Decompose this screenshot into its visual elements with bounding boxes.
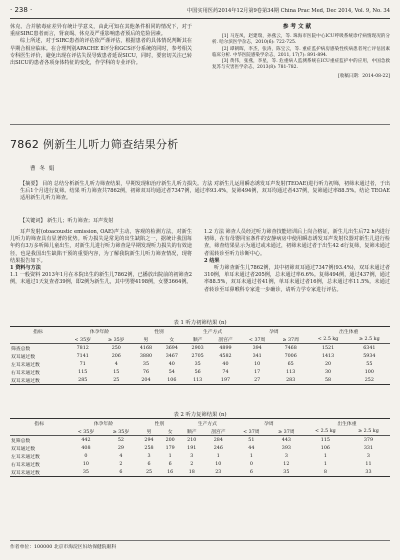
table-cell: 17 <box>254 369 261 375</box>
table-cell: 44 <box>248 445 255 451</box>
table-cell: 113 <box>185 376 211 385</box>
table-cell: 51 <box>248 437 255 443</box>
table-subheader-cell: < 2.5 kg <box>304 427 347 436</box>
table-cell: 56 <box>194 369 201 375</box>
table-row-label: 左耳未通过数 <box>11 454 40 460</box>
table-cell: 5934 <box>363 353 376 359</box>
table-cell: 4582 <box>219 353 232 359</box>
reference-item: [3] 黄伟，张燕，李星，等. 危重病人监测系统在ICU重症监护中的应用，中国急救复苏与灾害医学杂志，2013(8): 781-782. <box>212 59 390 71</box>
references-block <box>204 24 390 81</box>
reference-item: [1] 马连凤，赵建瑞，孙燕云，等. 珠海市医院中心ICU呼吸系统诊疗病情现况的分析. 哈尔滨医学杂志，2010(6): 722-725. <box>212 34 390 46</box>
table-cell: 6 <box>147 461 151 467</box>
table-cell: 6 <box>103 468 138 477</box>
table-cell: 1 <box>249 453 253 459</box>
table-subheader-row <box>10 335 390 344</box>
table-cell: 2 <box>119 461 123 467</box>
table-cell: 2903 <box>191 345 204 351</box>
table-row <box>10 452 390 460</box>
table-cell: 408 <box>81 445 91 451</box>
table-cell: 341 <box>252 353 262 359</box>
table-cell: 1413 <box>321 353 335 359</box>
table-cell: 4899 <box>219 345 232 351</box>
table-cell: 294 <box>144 437 154 443</box>
table-group-header: 出生体重 <box>307 327 390 336</box>
table-cell: 331 <box>363 445 374 451</box>
table-cell: 210 <box>187 437 197 443</box>
table-cell: 1521 <box>321 345 335 351</box>
table-row <box>10 368 390 376</box>
table-cell: 284 <box>213 437 223 443</box>
table-cell: 7006 <box>284 353 297 359</box>
page-number: · 238 · <box>10 6 33 14</box>
running-header <box>10 4 390 19</box>
table-cell: 35 <box>269 468 304 477</box>
article-title: 7862 例新生儿听力筛查结果分析 <box>10 138 179 151</box>
table-cell: 10 <box>82 461 89 467</box>
table-cell: 35 <box>142 361 149 367</box>
table-cell: 35 <box>68 468 103 477</box>
table-row <box>10 444 390 452</box>
table-group-header: 性别 <box>138 419 180 428</box>
table-cell: 65 <box>287 361 294 367</box>
table-cell: 74 <box>222 369 229 375</box>
table-subheader-cell: ≥ 35岁 <box>103 427 138 436</box>
table-cell: 27 <box>240 376 274 385</box>
table-header-cell: 指标 <box>10 419 68 428</box>
table-row <box>10 460 390 468</box>
table-row-label: 双耳通过数 <box>11 354 35 360</box>
table-cell: 2705 <box>191 353 204 359</box>
section-heading: 1 资料与方法 <box>10 265 41 272</box>
table1 <box>10 326 390 385</box>
table-cell: 10 <box>254 361 261 367</box>
table-row <box>10 352 390 360</box>
table-row-label: 右耳未通过数 <box>11 462 40 468</box>
table-cell: 10 <box>215 461 222 467</box>
table-cell: 283 <box>274 376 308 385</box>
table-subheader-cell: 男 <box>138 427 159 436</box>
received-date: [收稿日期：2014-08-22] <box>338 74 390 80</box>
table-row <box>10 344 390 353</box>
table-cell: 4168 <box>139 345 153 351</box>
table-cell: 285 <box>66 376 100 385</box>
table-row <box>10 360 390 368</box>
table-subheader-cell: ≥ 35岁 <box>100 335 134 344</box>
table-cell: 8 <box>304 468 347 477</box>
table-cell: 11 <box>365 461 372 467</box>
table-subheader-cell: 女 <box>159 335 185 344</box>
table-cell: 379 <box>363 437 374 443</box>
table-group-header: 孕周 <box>240 327 307 336</box>
table-group-header: 体孕年龄 <box>66 327 133 336</box>
table-cell: 3694 <box>165 345 178 351</box>
table-cell: 18 <box>181 468 203 477</box>
article-divider <box>10 124 390 125</box>
table-subheader-cell: 男 <box>133 335 159 344</box>
abstract: 【摘要】 目的 总结分析新生儿听力筛查结果，早期发现和治疗新生儿听力损失。方法 对新生儿运用瞬态诱发耳声发射(TEOAE)进行听力初筛，初筛未通过者，于出生后1个月进行复筛。结果 听力筛查共7862例，初筛双耳均通过者7347例，通过率93.4%，复筛494例，双耳均通过者437例，复筛通过率88.5%。结论 TEOAE适用新生儿听力筛查。 <box>20 181 390 202</box>
table-group-header: 孕周 <box>234 419 304 428</box>
references-title: 参 考 文 献 <box>282 24 312 30</box>
table-row-label: 复筛总数 <box>11 438 31 444</box>
table-group-header: 生产方式 <box>185 327 241 336</box>
table-cell: 179 <box>165 445 175 451</box>
table-cell: 7141 <box>76 353 89 359</box>
table-cell: 3467 <box>165 353 178 359</box>
table-cell: 204 <box>133 376 159 385</box>
table-cell: 71 <box>79 361 86 367</box>
author-affiliation-footnote: 作者单位：100000 北京市海淀区妇幼保健院眼科 <box>10 540 390 550</box>
table-cell: 3 <box>366 453 370 459</box>
table-cell: 1 <box>323 453 327 459</box>
table-cell: 15 <box>113 369 120 375</box>
section-heading: 2 结果 <box>204 257 220 264</box>
table-cell: 52 <box>117 437 124 443</box>
table-cell: 197 <box>211 376 241 385</box>
table-cell: 0 <box>249 461 253 467</box>
table-cell: 55 <box>366 361 373 367</box>
table-group-header: 出生体重 <box>304 419 390 428</box>
table-cell: 4 <box>119 453 123 459</box>
table-cell: 200 <box>165 437 175 443</box>
table-group-header: 生产方式 <box>181 419 234 428</box>
prev-article-paragraph: 综上所述，对于SIRC患者的评估依严谨评估，根据患者的具体情况判断其在早期合相应临床。在合理判别APACHE Ⅱ评分和GCS评分系统的同时，参考相关专科医生评价，避免出现在评估失误导致患者延误SICU，同时，要密切关注已转出SICU的患者各项身体特征的变化，作学科的专业评价。 <box>10 38 192 67</box>
table-cell: 113 <box>286 369 296 375</box>
table-cell: 443 <box>281 437 291 443</box>
table-cell: 20 <box>325 361 332 367</box>
table-cell: 393 <box>281 445 291 451</box>
table-cell: 115 <box>320 437 330 443</box>
table-subheader-cell: ≥ 37周 <box>269 427 304 436</box>
table-row <box>10 468 390 477</box>
table-row-label: 筛查总数 <box>11 346 31 352</box>
table-subheader-cell: < 2.5 kg <box>307 335 348 344</box>
table-cell: 100 <box>364 369 374 375</box>
journal-header: 中国实用医药2014年12月第9卷第34期 China Prac Med, Dec 2014, Vol. 9, No. 34 <box>187 8 390 14</box>
table-subheader-cell: ≥ 2.5 kg <box>347 427 390 436</box>
body-paragraph: 1.1 一般资料 2013年1月在本院出生的新生儿7862例，已播放出院前的初筛查2例，末通过1天复查者39例，即2例为新生儿，其中男婴4198例，女婴3664例。 <box>10 272 192 286</box>
table-cell: 250 <box>111 345 121 351</box>
table-cell: 7812 <box>76 345 89 351</box>
table-cell: 7468 <box>284 345 297 351</box>
prev-article-paragraph: 休克、合并脓毒症差异有统计学意义，由此可知在其他条件相同的情况下，对于重症SIRC患者而言，肾衰竭、休克及严重影响患者预后的危险因素。 <box>10 24 192 38</box>
table-row-label: 右耳未通过数 <box>11 370 40 376</box>
table-subheader-cell: < 37周 <box>240 335 274 344</box>
table-cell: 16 <box>160 468 181 477</box>
table-cell: 0 <box>84 453 88 459</box>
table-cell: 35 <box>194 361 201 367</box>
table-group-header: 性别 <box>133 327 185 336</box>
table-subheader-cell: < 35岁 <box>68 427 103 436</box>
table-cell: 3880 <box>139 353 153 359</box>
table-cell: 25 <box>100 376 134 385</box>
table-cell: 29 <box>117 445 124 451</box>
table-cell: 252 <box>349 376 390 385</box>
table-cell: 115 <box>78 369 88 375</box>
table-cell: 1 <box>323 461 327 467</box>
table2 <box>10 418 390 477</box>
table-subheader-cell: 女 <box>160 427 181 436</box>
table-cell: 191 <box>187 445 197 451</box>
table-subheader-cell: 剖宫产 <box>211 335 241 344</box>
table-row <box>10 376 390 385</box>
table-cell: 3 <box>190 453 194 459</box>
table-cell: 258 <box>144 445 154 451</box>
table-subheader-cell: 顺产 <box>181 427 203 436</box>
table-subheader-cell: ≥ 37周 <box>274 335 308 344</box>
table-cell: 246 <box>213 445 223 451</box>
table-row-label: 双耳未通过数 <box>10 468 68 477</box>
table-cell: 6 <box>168 461 172 467</box>
table-cell: 54 <box>168 369 175 375</box>
body-paragraph: 耳声发射(otoacoustic emission, OAE)声主动、客观的检测方法，对新生儿听力的筛查具有显著的优势。听力损失是常见的出生缺陷之一，据统计我国每年约有3万多听障儿童出生，对新生儿进行听力筛查是早期发现听力损失的有效途径，也是我国出生缺陷干预的重要内容，为了解我院新生儿听力筛查情况，现将结果报告如下。 <box>10 229 192 264</box>
article-author: 曹 冬 娟 <box>30 166 56 172</box>
table-subheader-cell: < 35岁 <box>66 335 100 344</box>
table-cell: 442 <box>81 437 91 443</box>
table-cell: 12 <box>283 461 290 467</box>
table-cell: 206 <box>111 353 121 359</box>
table-cell: 58 <box>307 376 348 385</box>
table-header-cell: 指标 <box>10 327 66 336</box>
table-subheader-cell: ≥ 2.5 kg <box>349 335 390 344</box>
table-row-label: 左耳未通过数 <box>11 362 40 368</box>
table-cell: 3 <box>284 453 288 459</box>
keywords: 【关键词】 新生儿；听力筛查；耳声发射 <box>20 218 114 224</box>
table-cell: 25 <box>138 468 159 477</box>
table1-caption: 表 1 听力初筛结果 (n) <box>173 320 227 326</box>
body-paragraph: 听力筛查新生儿7862例，其中初筛双耳通过7347例(93.4%)，双耳未通过者310例，单耳未通过者205例，总未通过率6.6%。复筛494例，通过437例，通过率88.5%，双耳未通过者41例，单耳未通过者16例，总未通过率11.5%。未通过者转诊至耳鼻喉科专家进一步确诊，请听力学专家进行评估。 <box>204 265 390 293</box>
table-cell: 40 <box>222 361 229 367</box>
body-paragraph: 1.2 方法 筛查人员经过听力筛查技能培训后上岗合格证，新生儿出生后72 h内进行初筛，在有母婴同室条件的安静病房中使用瞬态诱发耳声发射仪器对新生儿进行检查，筛查结果显示为通过或未通过，初筛未通过者于出生42 d行复筛，复筛未通过者需转诊至听力诊断中心。 <box>204 229 390 257</box>
reference-item: [2] 谭朝晖，李杰，张涛，陈宝云，等. 重症监护病房感染性疾病患者死亡评估因素临床分析. 中华医院感染学杂志，2011, 17(7): 891-894. <box>212 46 390 58</box>
table-subheader-cell: 顺产 <box>185 335 211 344</box>
table-cell: 23 <box>203 468 234 477</box>
body-left-column <box>10 229 192 287</box>
table-cell: 6341 <box>363 345 376 351</box>
table-row-label: 双耳通过数 <box>11 446 35 452</box>
table-row-label: 双耳未通过数 <box>10 376 66 385</box>
table-cell: 4 <box>114 361 118 367</box>
table-subheader-row <box>10 427 390 436</box>
table-cell: 1 <box>168 453 172 459</box>
body-right-column <box>204 229 390 294</box>
table-cell: 2 <box>190 461 194 467</box>
table-subheader-cell: 剖宫产 <box>203 427 234 436</box>
table-cell: 6 <box>234 468 269 477</box>
table-subheader-cell: < 37周 <box>234 427 269 436</box>
table-cell: 30 <box>325 369 332 375</box>
table-cell: 106 <box>320 445 330 451</box>
table-cell: 3 <box>147 453 151 459</box>
table-cell: 76 <box>142 369 149 375</box>
table-cell: 33 <box>347 468 390 477</box>
table-cell: 1 <box>216 453 220 459</box>
table2-caption: 表 2 听力复筛结果 (n) <box>173 412 227 418</box>
table-group-header: 体孕年龄 <box>68 419 138 428</box>
table-cell: 106 <box>159 376 185 385</box>
table-row <box>10 436 390 445</box>
table-cell: 40 <box>168 361 175 367</box>
table-cell: 394 <box>252 345 262 351</box>
prev-article-column <box>10 24 192 67</box>
